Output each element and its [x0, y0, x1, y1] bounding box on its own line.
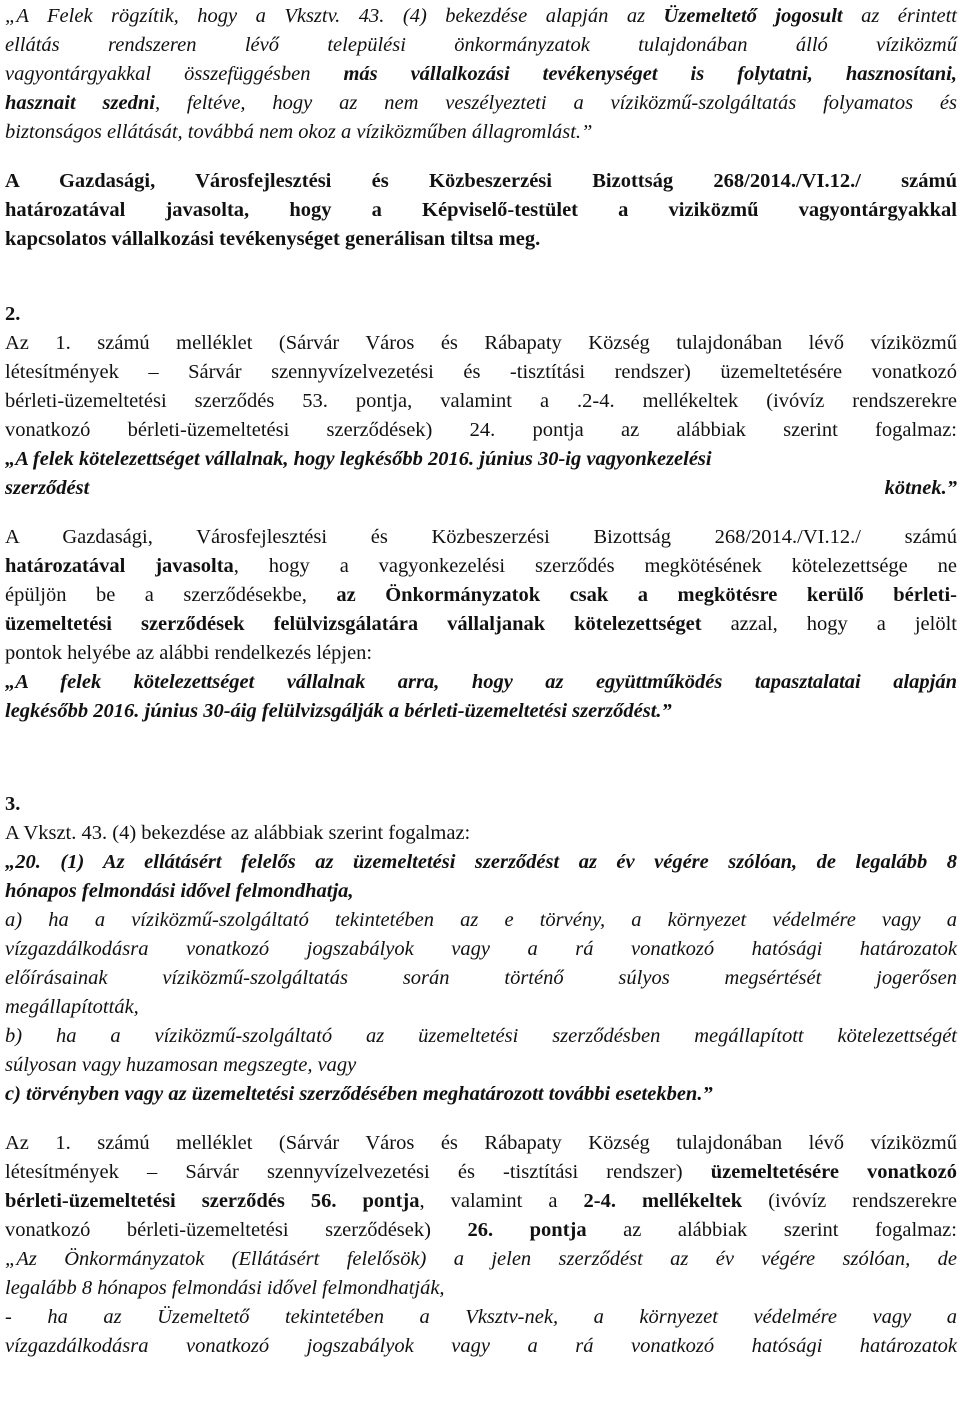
text-line — [5, 416, 957, 445]
text-run: hasznait szedni — [5, 92, 155, 114]
text-line — [5, 196, 957, 225]
text-run: a) ha a víziközmű-szolgáltató tekintetében az e törvény, a környezet védelmére vagy a — [5, 909, 957, 931]
text-run: az érintett — [842, 5, 957, 27]
text-line — [5, 60, 957, 89]
text-line — [5, 329, 957, 358]
text-run: Az 1. számú melléklet (Sárvár Város és Rábapaty Község tulajdonában lévő víziközmű — [5, 1132, 957, 1154]
text-run: hónapos felmondási idővel felmondhatja, — [5, 880, 354, 902]
text-run: (ivóvíz rendszerekre — [742, 1190, 957, 1212]
text-line — [5, 935, 957, 964]
text-line — [5, 610, 957, 639]
committee-recommendation-2 — [5, 523, 957, 726]
section-3 — [5, 790, 957, 1109]
text-line — [5, 906, 957, 935]
text-line — [5, 1216, 957, 1245]
text-run: üzemeltetésére vonatkozó — [710, 1161, 958, 1183]
text-line — [5, 89, 957, 118]
text-line — [5, 1158, 957, 1187]
text-line — [5, 1051, 957, 1080]
text-line — [5, 1022, 957, 1051]
text-line — [5, 1303, 957, 1332]
text-run: 26. pontja — [467, 1219, 587, 1241]
text-run: , valamint a — [419, 1190, 584, 1212]
text-run: az Önkormányzatok csak a megkötésre kerülő bérleti- — [336, 584, 957, 606]
text-line — [5, 118, 957, 147]
text-line — [5, 581, 957, 610]
text-line — [5, 225, 957, 254]
text-run: vízgazdálkodásra vonatkozó jogszabályok vagy a rá vonatkozó hatósági határozatok — [5, 938, 957, 960]
text-run: vízgazdálkodásra vonatkozó jogszabályok vagy a rá vonatkozó hatósági határozatok — [5, 1335, 957, 1357]
text-run: 3. — [5, 793, 21, 815]
text-run: vonatkozó bérleti-üzemeltetési szerződések) — [5, 1219, 468, 1241]
text-run: szerződést kötnek.” — [5, 477, 957, 499]
text-run: létesítmények – Sárvár szennyvízelvezetési és -tisztítási rendszer) üzemeltetésére vonatkozó — [5, 361, 957, 383]
text-line — [5, 877, 957, 906]
text-run: súlyosan vagy huzamosan megszegte, vagy — [5, 1054, 357, 1076]
text-run: megállapították, — [5, 996, 139, 1018]
text-run: létesítmények – Sárvár szennyvízelvezetési és -tisztítási rendszer) — [5, 1161, 711, 1183]
text-run: - ha az Üzemeltető tekintetében a Vksztv-nek, a környezet védelmére vagy a — [5, 1306, 957, 1328]
text-line — [5, 167, 957, 196]
text-run: legalább 8 hónapos felmondási idővel felmondhatják, — [5, 1277, 445, 1299]
text-run: vonatkozó bérleti-üzemeltetési szerződések) 24. pontja az alábbiak szerint fogalmaz: — [5, 419, 957, 441]
text-run: bérleti-üzemeltetési szerződés 56. pontja — [5, 1190, 420, 1212]
section-2 — [5, 300, 957, 503]
text-run: , feltéve, hogy az nem veszélyezteti a víziközmű-szolgáltatás folyamatos és — [154, 92, 957, 114]
text-line — [5, 445, 957, 474]
text-run: határozatával javasolta, hogy a Képviselő-testület a viziközmű vagyontárgyakkal — [5, 199, 957, 221]
text-line — [5, 300, 957, 329]
text-line — [5, 2, 957, 31]
text-line — [5, 668, 957, 697]
text-line — [5, 387, 957, 416]
committee-recommendation-1 — [5, 167, 957, 254]
intro-quote — [5, 2, 957, 147]
text-run: b) ha a víziközmű-szolgáltató az üzemeltetési szerződésben megállapított kötelezettségét — [5, 1025, 957, 1047]
text-line — [5, 1332, 957, 1361]
text-line — [5, 1080, 957, 1109]
text-run: , hogy a vagyonkezelési szerződés megkötésének kötelezettsége ne — [233, 555, 957, 577]
text-run: 2-4. mellékeltek — [583, 1190, 743, 1212]
text-line — [5, 474, 957, 503]
text-run: Az 1. számú melléklet (Sárvár Város és Rábapaty Község tulajdonában lévő víziközmű — [5, 332, 957, 354]
text-run: előírásainak víziközmű-szolgáltatás során történő súlyos megsértését jogerősen — [5, 967, 957, 989]
text-line — [5, 523, 957, 552]
text-line — [5, 790, 957, 819]
text-run: biztonságos ellátását, továbbá nem okoz a víziközműben állagromlást.” — [5, 121, 593, 143]
text-run: „20. (1) Az ellátásért felelős az üzemeltetési szerződést az év végére szólóan, de legalább 8 — [5, 851, 957, 873]
text-run: Üzemeltető jogosult — [663, 5, 843, 27]
text-line — [5, 31, 957, 60]
text-line — [5, 1245, 957, 1274]
text-line — [5, 993, 957, 1022]
text-run: pontok helyébe az alábbi rendelkezés lépjen: — [5, 642, 373, 664]
text-run: bérleti-üzemeltetési szerződés 53. pontja, valamint a .2-4. mellékeltek (ivóvíz rendszerekre — [5, 390, 957, 412]
text-run: határozatával javasolta — [5, 555, 234, 577]
text-run: 2. — [5, 303, 21, 325]
text-run: más vállalkozási tevékenységet is folytatni, hasznosítani, — [343, 63, 957, 85]
text-run: legkésőbb 2016. június 30-áig felülvizsgálják a bérleti-üzemeltetési szerződést.” — [5, 700, 672, 722]
text-run: „A felek kötelezettséget vállalnak, hogy legkésőbb 2016. június 30-ig vagyonkezelési — [5, 448, 712, 470]
text-line — [5, 1129, 957, 1158]
text-run: „A Felek rögzítik, hogy a Vksztv. 43. — [5, 5, 403, 27]
text-run: A Gazdasági, Városfejlesztési és Közbeszerzési Bizottság 268/2014./VI.12./ számú — [5, 170, 957, 192]
text-run: azzal, hogy a jelölt — [701, 613, 957, 635]
text-line — [5, 358, 957, 387]
text-line — [5, 552, 957, 581]
annex-paragraph — [5, 1129, 957, 1361]
text-line — [5, 697, 957, 726]
text-line — [5, 639, 957, 668]
text-line — [5, 848, 957, 877]
text-line — [5, 1274, 957, 1303]
text-run: „A felek kötelezettséget vállalnak arra, hogy az együttműködés tapasztalatai alapján — [5, 671, 957, 693]
text-run: (4) bekezdése alapján az — [402, 5, 664, 27]
text-run: ellátás rendszeren lévő települési önkormányzatok tulajdonában álló víziközmű — [5, 34, 957, 56]
text-run: A Vkszt. 43. (4) bekezdése az alábbiak szerint fogalmaz: — [5, 822, 471, 844]
text-line — [5, 964, 957, 993]
text-run: „Az Önkormányzatok (Ellátásért felelősök) a jelen szerződést az év végére szólóan, de — [5, 1248, 957, 1270]
text-line — [5, 819, 957, 848]
text-run: vagyontárgyakkal összefüggésben — [5, 63, 344, 85]
text-run: az alábbiak szerint fogalmaz: — [586, 1219, 957, 1241]
text-run: c) törvényben vagy az üzemeltetési szerződésében meghatározott további esetekben.” — [5, 1083, 713, 1105]
text-line — [5, 1187, 957, 1216]
text-run: kapcsolatos vállalkozási tevékenységet generálisan tiltsa meg. — [5, 228, 541, 250]
text-run: A Gazdasági, Városfejlesztési és Közbeszerzési Bizottság 268/2014./VI.12./ számú — [5, 526, 957, 548]
text-run: épüljön be a szerződésekbe, — [5, 584, 337, 606]
text-run: üzemeltetési szerződések felülvizsgálatára vállaljanak kötelezettséget — [5, 613, 702, 635]
